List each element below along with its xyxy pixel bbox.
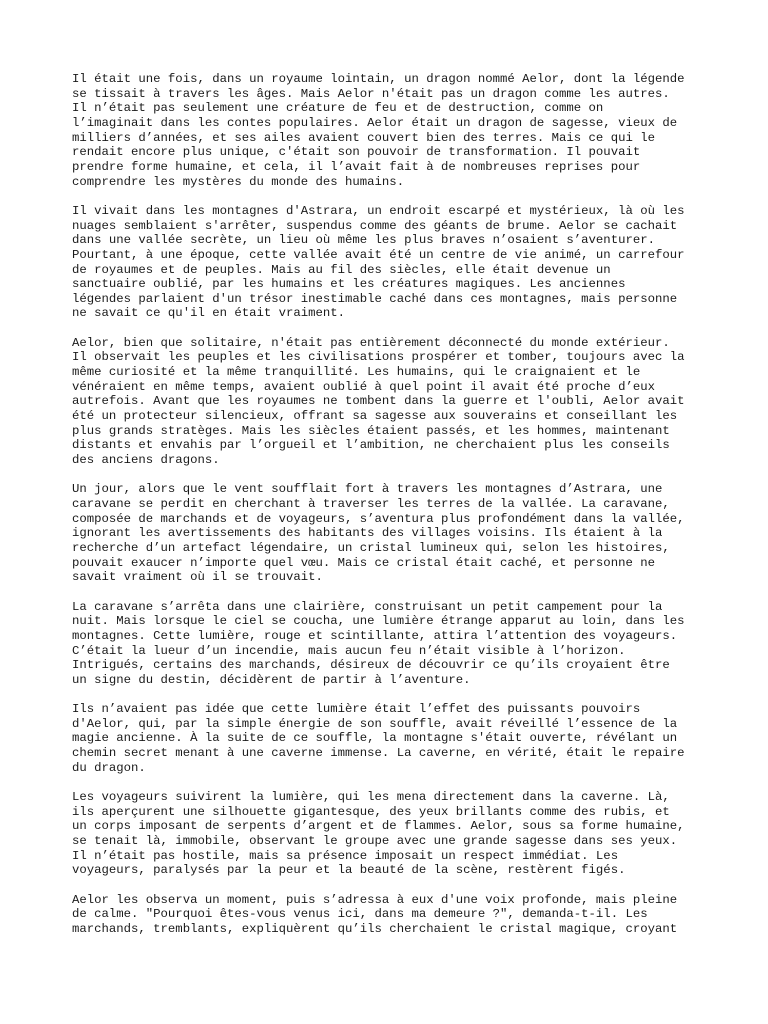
paragraph-1: Il était une fois, dans un royaume lointain, un dragon nommé Aelor, dont la légende se tissait à travers les âges. Mais Aelor n'était pas un dragon comme les autres. Il n’était pas seulement une créature de feu et de destruction, comme on l’imaginait dans les contes populaires. Aelor était un dragon de sagesse, vieux de milliers d’années, et ses ailes avaient couvert bien des terres. Mais ce qui le rendait encore plus unique, c'était son pouvoir de transformation. Il pouvait prendre forme humaine, et cela, il l’avait fait à de nombreuses reprises pour comprendre les mystères du monde des humains. (72, 72, 685, 189)
paragraph-3: Aelor, bien que solitaire, n'était pas entièrement déconnecté du monde extérieur. Il observait les peuples et les civilisations prospérer et tomber, toujours avec la même curiosité et la même tranquillité. Les humains, qui le craignaient et le vénéraient en même temps, avaient oublié à quel point il avait été proche d’eux autrefois. Avant que les royaumes ne tombent dans la guerre et l'oubli, Aelor avait été un protecteur silencieux, offrant sa sagesse aux souverains et conseillant les plus grands stratèges. Mais les siècles étaient passés, et les hommes, maintenant distants et envahis par l’orgueil et l’ambition, ne cherchaient plus les conseils des anciens dragons. (72, 335, 685, 468)
document-page (72, 72, 712, 951)
paragraph-2: Il vivait dans les montagnes d'Astrara, un endroit escarpé et mystérieux, là où les nuages semblaient s'arrêter, suspendus comme des géants de brume. Aelor se cachait dans une vallée secrète, un lieu où même les plus braves n’osaient s’aventurer. Pourtant, à une époque, cette vallée avait été un centre de vie animé, un carrefour de royaumes et de peuples. Mais au fil des siècles, elle était devenue un sanctuaire oublié, par les humains et les créatures magiques. Les anciennes légendes parlaient d'un trésor inestimable caché dans ces montagnes, mais personne ne savait ce qu'il en était vraiment. (72, 203, 685, 321)
paragraph-6: Ils n’avaient pas idée que cette lumière était l’effet des puissants pouvoirs d'Aelor, qui, par la simple énergie de son souffle, avait réveillé l’essence de la magie ancienne. À la suite de ce souffle, la montagne s'était ouverte, révélant un chemin secret menant à une caverne immense. La caverne, en vérité, était le repaire du dragon. (72, 702, 685, 775)
paragraph-8: Aelor les observa un moment, puis s’adressa à eux d'une voix profonde, mais pleine de calme. "Pourquoi êtes-vous venus ici, dans ma demeure ?", demanda-t-il. Les marchands, tremblants, expliquèrent qu’ils cherchaient le cristal magique, croyant (72, 892, 678, 936)
paragraph-7: Les voyageurs suivirent la lumière, qui les mena directement dans la caverne. Là, ils aperçurent une silhouette gigantesque, des yeux brillants comme des rubis, et un corps imposant de serpents d’argent et de flammes. Aelor, sous sa forme humaine, se tenait là, immobile, observant le groupe avec une grande sagesse dans ses yeux. Il n’était pas hostile, mais sa présence imposait un respect immédiat. Les voyageurs, paralysés par la peur et la beauté de la scène, restèrent figés. (72, 790, 685, 878)
paragraph-5: La caravane s’arrêta dans une clairière, construisant un petit campement pour la nuit. Mais lorsque le ciel se coucha, une lumière étrange apparut au loin, dans les montagnes. Cette lumière, rouge et scintillante, attira l’attention des voyageurs. C’était la lueur d’un incendie, mais aucun feu n’était visible à l’horizon. Intrigués, certains des marchands, désireux de découvrir ce qu’ils croyaient être un signe du destin, décidèrent de partir à l’aventure. (72, 599, 685, 687)
paragraph-4: Un jour, alors que le vent soufflait fort à travers les montagnes d’Astrara, une caravane se perdit en cherchant à traverser les terres de la vallée. La caravane, composée de marchands et de voyageurs, s’aventura plus profondément dans la vallée, ignorant les avertissements des habitants des villages voisins. Ils étaient à la recherche d’un artefact légendaire, un cristal lumineux qui, selon les histoires, pouvait exaucer n’importe quel vœu. Mais ce cristal était caché, et personne ne savait vraiment où il se trouvait. (72, 482, 685, 585)
